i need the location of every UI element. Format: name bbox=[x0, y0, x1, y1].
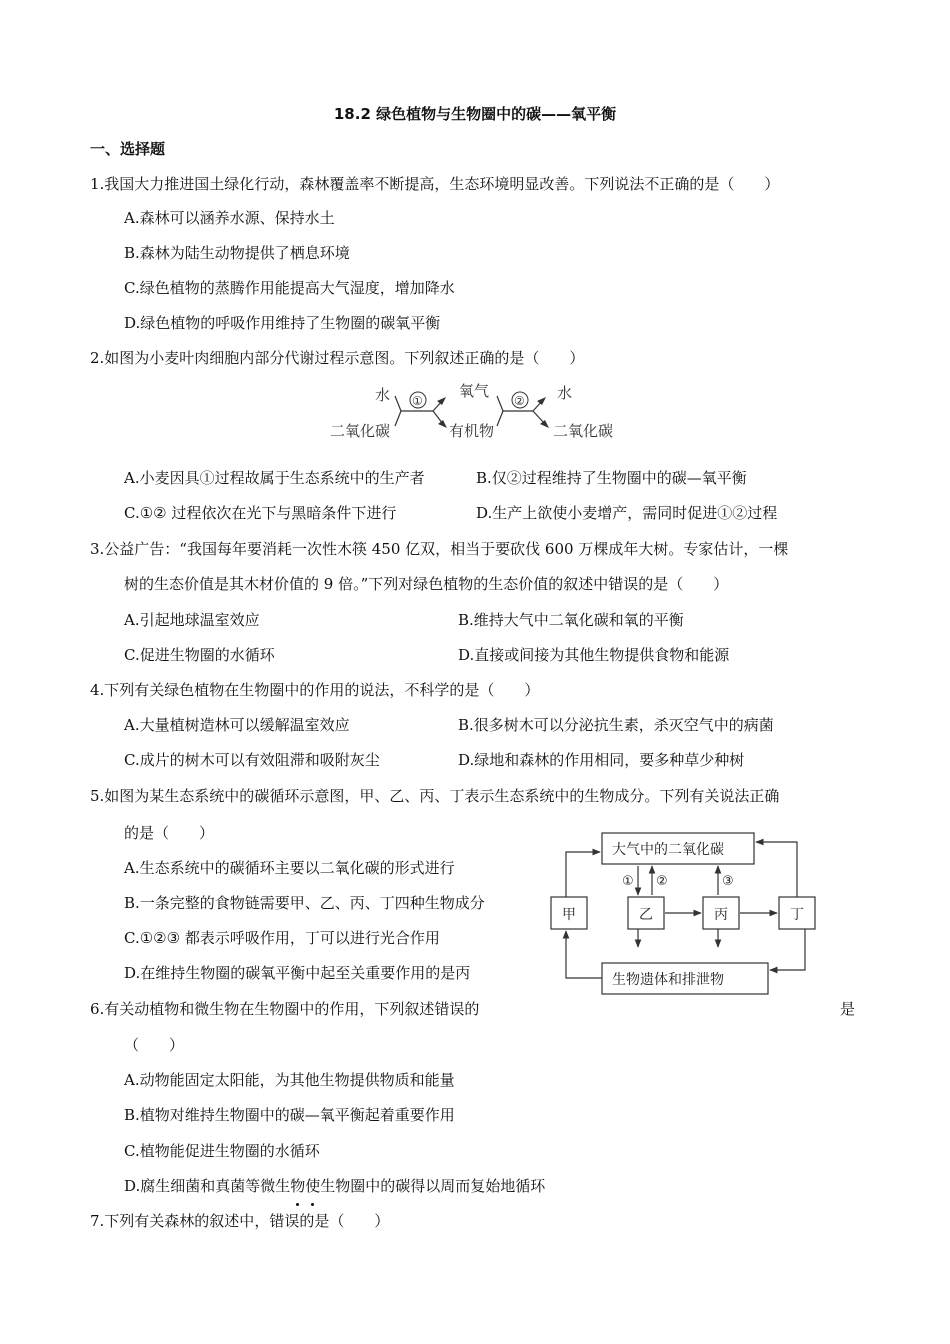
question-5-stem-line-2: 的是（ ） bbox=[124, 824, 215, 842]
question-4-option-a: A.大量植树造林可以缓解温室效应 bbox=[124, 716, 350, 734]
question-2-stem: 2.如图为小麦叶肉细胞内部分代谢过程示意图。下列叙述正确的是（ ） bbox=[90, 349, 585, 367]
diagram-co2-2: 二氧化碳 bbox=[553, 422, 614, 440]
box-remains: 生物遗体和排泄物 bbox=[612, 972, 724, 988]
question-3-option-b: B.维持大气中二氧化碳和氧的平衡 bbox=[458, 611, 684, 629]
box-jia: 甲 bbox=[562, 907, 576, 923]
question-2-option-b: B.仅②过程维持了生物圈中的碳—氧平衡 bbox=[476, 469, 747, 487]
box-bing: 丙 bbox=[714, 907, 728, 923]
question-7-emphasis: 错误 bbox=[269, 1212, 300, 1230]
question-4-stem: 4.下列有关绿色植物在生物圈中的作用的说法，不科学的是（ ） bbox=[90, 681, 540, 699]
question-4-option-b: B.很多树木可以分泌抗生素，杀灭空气中的病菌 bbox=[458, 716, 774, 734]
arrow-label-3: ③ bbox=[722, 874, 734, 889]
question-5-option-a: A.生态系统中的碳循环主要以二氧化碳的形式进行 bbox=[124, 859, 455, 877]
question-6-stem: 6.有关动植物和微生物在生物圈中的作用，下列叙述错误的 bbox=[90, 1000, 480, 1018]
box-yi: 乙 bbox=[639, 907, 653, 923]
question-6-option-c: C.植物能促进生物圈的水循环 bbox=[124, 1142, 320, 1160]
question-6-option-d: D.腐生细菌和真菌等微生物使生物圈中的碳得以周而复始地循环 bbox=[124, 1177, 546, 1195]
box-atmosphere-co2: 大气中的二氧化碳 bbox=[612, 842, 724, 858]
question-1-option-a: A.森林可以涵养水源、保持水土 bbox=[124, 209, 335, 227]
section-heading: 一、选择题 bbox=[90, 140, 166, 158]
question-2-option-c: C.①② 过程依次在光下与黑暗条件下进行 bbox=[124, 504, 397, 522]
question-7-stem-suffix: 的是（ ） bbox=[299, 1212, 390, 1230]
question-6-option-b: B.植物对维持生物圈中的碳—氧平衡起着重要作用 bbox=[124, 1106, 455, 1124]
process-2-label: ② bbox=[514, 394, 525, 408]
question-6-option-a: A.动物能固定太阳能，为其他生物提供物质和能量 bbox=[124, 1071, 455, 1089]
question-7-stem bbox=[90, 1211, 389, 1231]
diagram-organic: 有机物 bbox=[449, 422, 495, 440]
question-3-option-a: A.引起地球温室效应 bbox=[124, 611, 260, 629]
question-1-option-b: B.森林为陆生动物提供了栖息环境 bbox=[124, 244, 350, 262]
question-3-option-d: D.直接或间接为其他生物提供食物和能源 bbox=[458, 646, 730, 664]
question-7-stem-prefix: 7.下列有关森林的叙述中， bbox=[90, 1212, 270, 1230]
carbon-cycle-diagram bbox=[548, 830, 828, 998]
diagram-co2-1: 二氧化碳 bbox=[330, 422, 391, 440]
question-2-option-d: D.生产上欲使小麦增产，需同时促进①②过程 bbox=[476, 504, 778, 522]
question-1-option-c: C.绿色植物的蒸腾作用能提高大气湿度，增加降水 bbox=[124, 279, 455, 297]
question-3-option-c: C.促进生物圈的水循环 bbox=[124, 646, 275, 664]
question-5-option-c: C.①②③ 都表示呼吸作用，丁可以进行光合作用 bbox=[124, 929, 440, 947]
arrow-label-2: ② bbox=[656, 874, 668, 889]
arrow-label-1: ① bbox=[622, 874, 634, 889]
diagram-water-2: 水 bbox=[557, 384, 573, 402]
emphasis-dots bbox=[294, 1203, 320, 1209]
diagram-oxygen: 氧气 bbox=[459, 382, 490, 400]
question-6-stem-end: 是 bbox=[840, 1000, 856, 1018]
question-5-stem-line-1: 5.如图为某生态系统中的碳循环示意图，甲、乙、丙、丁表示生态系统中的生物成分。下列有关说法正确 bbox=[90, 787, 780, 805]
question-5-option-b: B.一条完整的食物链需要甲、乙、丙、丁四种生物成分 bbox=[124, 894, 485, 912]
question-3-stem-line-2: 树的生态价值是其木材价值的 9 倍。”下列对绿色植物的生态价值的叙述中错误的是（ ） bbox=[124, 575, 729, 593]
question-6-answer-paren: （ ） bbox=[124, 1036, 185, 1054]
question-4-option-d: D.绿地和森林的作用相同，要多种草少种树 bbox=[458, 751, 745, 769]
process-1-label: ① bbox=[412, 394, 423, 408]
page-title: 18.2 绿色植物与生物圈中的碳——氧平衡 bbox=[333, 105, 617, 123]
question-5-option-d: D.在维持生物圈的碳氧平衡中起至关重要作用的是丙 bbox=[124, 964, 471, 982]
question-2-option-a: A.小麦因具①过程故属于生态系统中的生产者 bbox=[124, 469, 425, 487]
question-4-option-c: C.成片的树木可以有效阻滞和吸附灰尘 bbox=[124, 751, 380, 769]
box-ding: 丁 bbox=[790, 907, 804, 923]
question-1-stem: 1.我国大力推进国土绿化行动，森林覆盖率不断提高，生态环境明显改善。下列说法不正确的是（ ） bbox=[90, 175, 780, 193]
question-1-option-d: D.绿色植物的呼吸作用维持了生物圈的碳氧平衡 bbox=[124, 314, 441, 332]
diagram-water-1: 水 bbox=[375, 386, 391, 404]
metabolism-diagram bbox=[325, 378, 630, 448]
question-3-stem-line-1: 3.公益广告：“我国每年要消耗一次性木筷 450 亿双，相当于要砍伐 600 万棵成年大树。专家估计，一棵 bbox=[90, 540, 789, 558]
